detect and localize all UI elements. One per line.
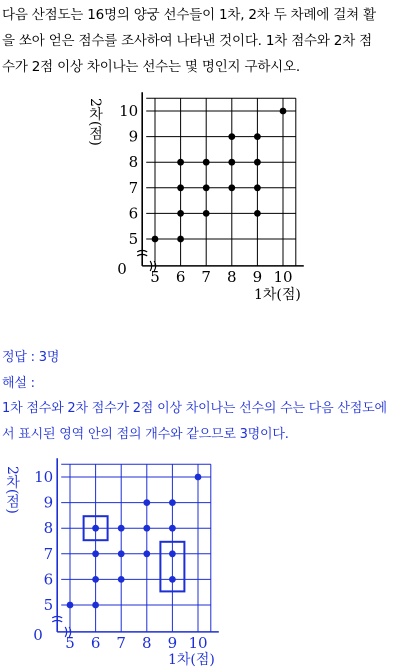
- problem-line: 을 쏘아 얻은 점수를 조사하여 나타낸 것이다. 1차 점수와 2차 점: [2, 33, 372, 49]
- x-tick-label: 9: [167, 634, 178, 652]
- x-tick-label: 6: [175, 268, 186, 286]
- y-tick-label: 9: [43, 493, 54, 512]
- x-tick-label: 5: [65, 634, 75, 652]
- problem-line: 다음 산점도는 16명의 양궁 선수들이 1차, 2차 두 차례에 걸쳐 활: [2, 7, 376, 23]
- data-point: [254, 159, 261, 166]
- origin-label: 0: [33, 626, 43, 644]
- y-tick-label: 7: [43, 544, 54, 563]
- y-axis-label: 2차(점): [87, 98, 103, 146]
- data-point: [92, 602, 99, 609]
- y-tick-label: 5: [43, 596, 54, 614]
- y-tick-label: 10: [119, 102, 139, 120]
- data-point: [280, 108, 287, 115]
- x-axis-label: 1차(점): [168, 652, 215, 668]
- data-point: [118, 576, 125, 583]
- data-point: [143, 550, 150, 557]
- data-point: [177, 210, 184, 217]
- y-tick-label: 8: [128, 153, 139, 172]
- data-point: [195, 474, 202, 481]
- scatter-chart-2: [4, 458, 219, 668]
- data-point: [254, 184, 261, 191]
- data-point: [118, 550, 125, 557]
- y-tick-label: 6: [43, 570, 54, 589]
- data-point: [169, 525, 176, 532]
- data-point: [254, 133, 261, 140]
- x-tick-label: 7: [116, 634, 126, 652]
- data-point: [92, 525, 99, 532]
- x-tick-label: 8: [142, 634, 152, 652]
- y-tick-label: 5: [128, 230, 139, 248]
- y-tick-label: 8: [43, 519, 54, 538]
- data-point: [92, 576, 99, 583]
- x-tick-label: 9: [252, 268, 263, 286]
- data-point: [203, 210, 210, 217]
- problem-line: 수가 2점 이상 차이나는 선수는 몇 명인지 구하시오.: [2, 59, 300, 75]
- y-tick-label: 10: [34, 468, 54, 486]
- data-point: [177, 184, 184, 191]
- explanation-line: 1차 점수와 2차 점수가 2점 이상 차이나는 선수의 수는 다음 산점도에: [2, 401, 387, 416]
- data-point: [169, 499, 176, 506]
- x-tick-label: 5: [150, 268, 160, 286]
- x-tick-label: 10: [188, 634, 208, 652]
- y-tick-label: 9: [128, 127, 139, 146]
- data-point: [228, 159, 235, 166]
- x-tick-label: 7: [201, 268, 211, 286]
- data-point: [169, 550, 176, 557]
- data-point: [67, 602, 74, 609]
- scatter-chart-1: [87, 92, 304, 303]
- data-point: [92, 550, 99, 557]
- data-point: [143, 525, 150, 532]
- data-point: [203, 184, 210, 191]
- origin-label: 0: [117, 260, 127, 278]
- y-tick-label: 7: [128, 178, 139, 197]
- x-tick-label: 6: [90, 634, 101, 652]
- answer-text: 정답 : 3명: [2, 350, 60, 365]
- data-point: [203, 159, 210, 166]
- y-axis-label: 2차(점): [4, 466, 20, 514]
- data-point: [177, 159, 184, 166]
- data-point: [228, 133, 235, 140]
- data-point: [177, 236, 184, 243]
- x-tick-label: 8: [227, 268, 237, 286]
- explanation-line: 서 표시된 영역 안의 점의 개수와 같으므로 3명이다.: [2, 427, 289, 442]
- y-tick-label: 6: [128, 204, 139, 223]
- data-point: [228, 184, 235, 191]
- data-point: [152, 236, 159, 243]
- data-point: [118, 525, 125, 532]
- data-point: [254, 210, 261, 217]
- data-point: [143, 499, 150, 506]
- explanation-label: 해설 :: [2, 376, 35, 391]
- x-tick-label: 10: [273, 268, 293, 286]
- x-axis-label: 1차(점): [254, 287, 301, 303]
- explanation-text: [2, 396, 398, 448]
- data-point: [169, 576, 176, 583]
